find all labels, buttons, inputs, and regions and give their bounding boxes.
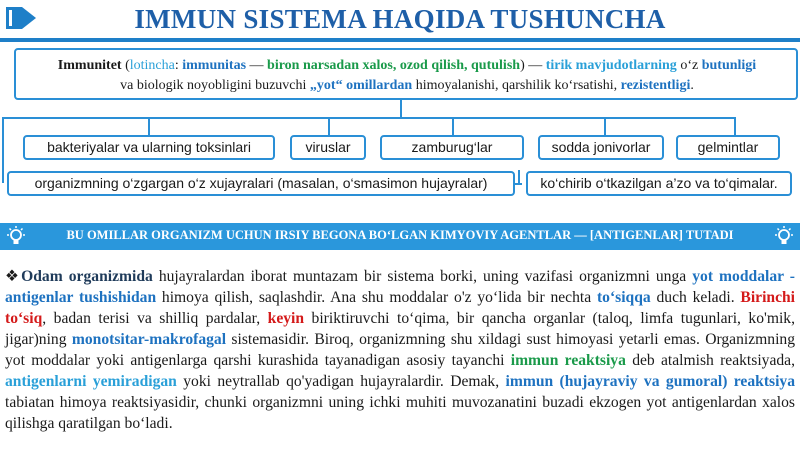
- tree-connector: [734, 117, 736, 135]
- node-fungi: zamburug‘lar: [380, 135, 524, 160]
- play-flag-icon: [4, 5, 38, 31]
- tree-connector: [2, 117, 148, 119]
- node-transplanted-organs: ko‘chirib o‘tkazilgan a’zo va to‘qimalar.: [526, 171, 792, 196]
- tree-connector: [400, 100, 402, 118]
- lightbulb-icon: [772, 225, 796, 249]
- tree-connector: [452, 117, 454, 135]
- lightbulb-icon: [4, 225, 28, 249]
- banner-text: BU OMILLAR ORGANIZM UCHUN IRSIY BEGONA BO‘LGAN KIMYOVIY AGENTLAR — [ANTIGENLAR] TUTADI: [66, 228, 734, 242]
- page-title: IMMUN SISTEMA HAQIDA TUSHUNCHA: [134, 4, 666, 34]
- node-viruses: viruslar: [290, 135, 366, 160]
- body-paragraph: ❖Odam organizmida hujayralardan iborat muntazam bir sistema borki, uning vazifasi organizmni unga yot moddalar - antigenlar tushishidan himoya qilish, saqlashdir. Ana shu moddalar o'z yo‘lida bir nechta to‘siqqa duch keladi. Birinchi to‘siq, badan terisi va shilliq pardalar, keyin biriktiruvchi to‘qima, bir qancha organlar (taloq, limfa tugunlari, ko'mik, jigar)ning monotsitar-makrofagal sistemasidir. Biroq, organizmning shu xildagi sust himoyasi yetarli emas. Organizmning yot moddalar yoki antigenlarga qarshi kurashida tayanadigan asosiy tayanchi immun reaktsiya deb atalmish reaktsiyada, antigenlarni yemiradigan yoki neytrallab qo'yadigan hujayralardir. Demak, immun (hujayraviy va gumoral) reaktsiya tabiatan himoya reaktsiyasidir, chunki organizmni uning ichki muhiti muvozanatini buzadi ekzogen yot antigenlardan xalos qilishga qaratilgan bo‘ladi.: [5, 268, 796, 432]
- tree-connector: [2, 117, 4, 183]
- tree-connector: [328, 117, 330, 135]
- node-helminths: gelmintlar: [676, 135, 780, 160]
- bullet-icon: ❖: [5, 268, 22, 285]
- tree-connector: [604, 117, 606, 135]
- tree-connector: [148, 117, 734, 119]
- definition-text: Immunitet (lotincha: immunitas — biron narsadan xalos, ozod qilish, qutulish) — tirik mavjudotlarning o‘z butunligi va biologik noyobligini buzuvchi „yot“ omillardan himoyalanishi, qarshilik ko‘rsatishi, rezistentligi.: [57, 58, 757, 93]
- title-underline: [0, 38, 800, 42]
- node-protozoa: sodda jonivorlar: [538, 135, 664, 160]
- node-altered-cells: organizmning o‘zgargan o‘z xujayralari (masalan, o‘smasimon hujayralar): [7, 171, 515, 196]
- tree-connector: [148, 117, 150, 135]
- node-bacteria: bakteriyalar va ularning toksinlari: [23, 135, 275, 160]
- term: Immunitet: [57, 58, 122, 73]
- tree-connector: [518, 170, 520, 184]
